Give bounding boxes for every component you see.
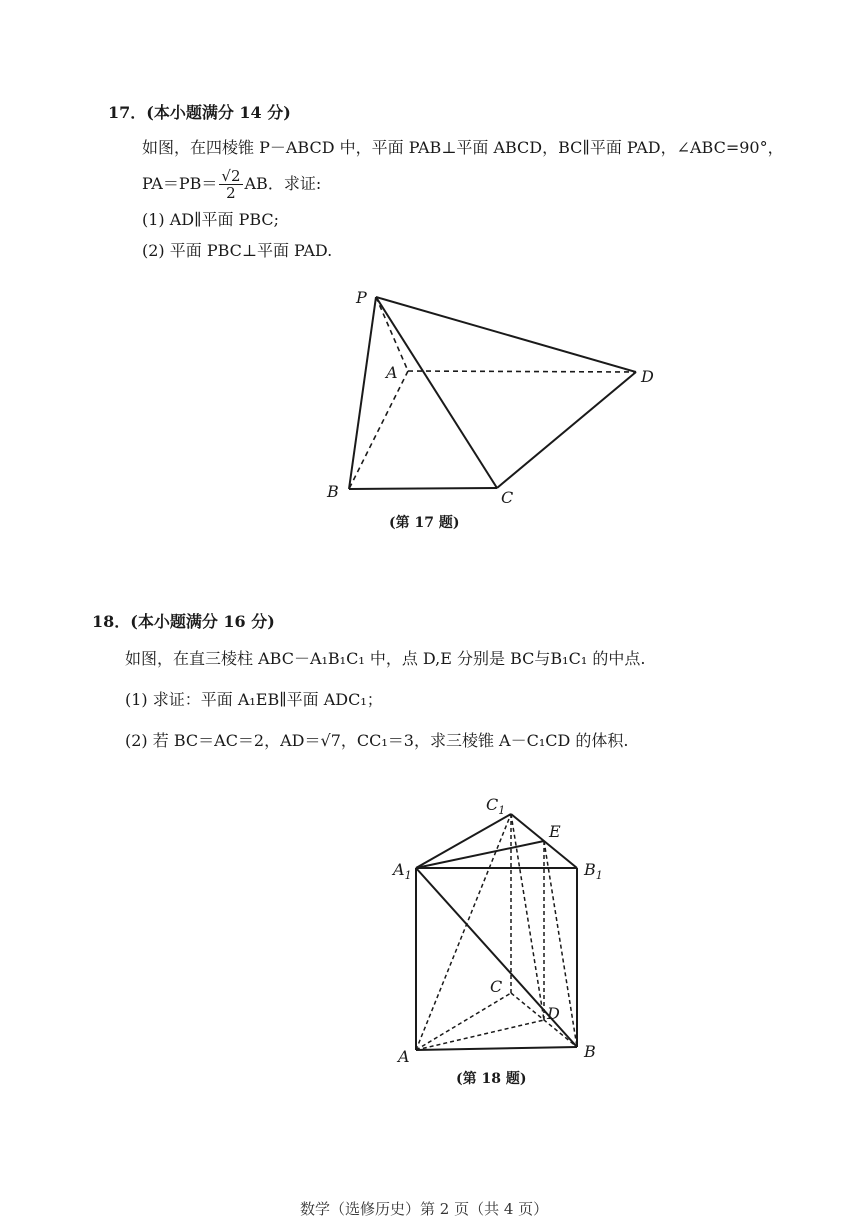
edge-AC1 (416, 814, 511, 1050)
edge-A1C1 (416, 814, 511, 868)
q17-stem-line1: 如图，在四棱锥 P－ABCD 中，平面 PAB⊥平面 ABCD，BC∥平面 PAD，∠ABC=90°， (142, 138, 784, 157)
label-A: A (398, 1047, 410, 1066)
edge-AC (416, 993, 511, 1050)
edge-AB (416, 1047, 577, 1050)
q18-caption: (第 18 题) (456, 1071, 527, 1087)
label-E: E (549, 822, 561, 841)
label-B: B (327, 482, 339, 501)
q18-part1: (1) 求证：平面 A₁EB∥平面 ADC₁； (125, 690, 383, 709)
label-D: D (547, 1004, 560, 1023)
q17-part2: (2) 平面 PBC⊥平面 PAD. (142, 241, 333, 260)
q18-stem: 如图，在直三棱柱 ABC－A₁B₁C₁ 中，点 D,E 分别是 BC与B₁C₁ 的中点. (125, 649, 646, 668)
q17-stem-post: AB．求证: (244, 174, 322, 193)
q17-frac-den: 2 (226, 184, 236, 202)
label-C1: $C_1$ (486, 795, 506, 817)
q17-part1: (1) AD∥平面 PBC; (142, 210, 280, 229)
page-footer: 数学（选修历史）第 2 页（共 4 页） (300, 1200, 549, 1218)
label-P: P (356, 288, 367, 307)
q18-part2: (2) 若 BC＝AC＝2，AD＝√7，CC₁＝3，求三棱锥 A－C₁CD 的体积. (125, 731, 629, 750)
q17-frac-num: √2 (221, 167, 241, 185)
label-B: B (584, 1042, 596, 1061)
label-C: C (490, 977, 503, 996)
label-A: A (386, 363, 398, 382)
q17-header: 17．(本小题满分 14 分) (108, 103, 291, 122)
label-A1: $A_1$ (393, 860, 412, 882)
edge-A1E (416, 841, 544, 868)
q17-caption: (第 17 题) (389, 515, 460, 531)
label-C: C (501, 488, 514, 507)
label-D: D (641, 367, 654, 386)
q17-stem-pre: PA＝PB＝ (142, 174, 218, 193)
q18-header: 18．(本小题满分 16 分) (92, 612, 275, 631)
label-B1: $B_1$ (584, 860, 603, 882)
edge-AD (416, 1020, 544, 1050)
